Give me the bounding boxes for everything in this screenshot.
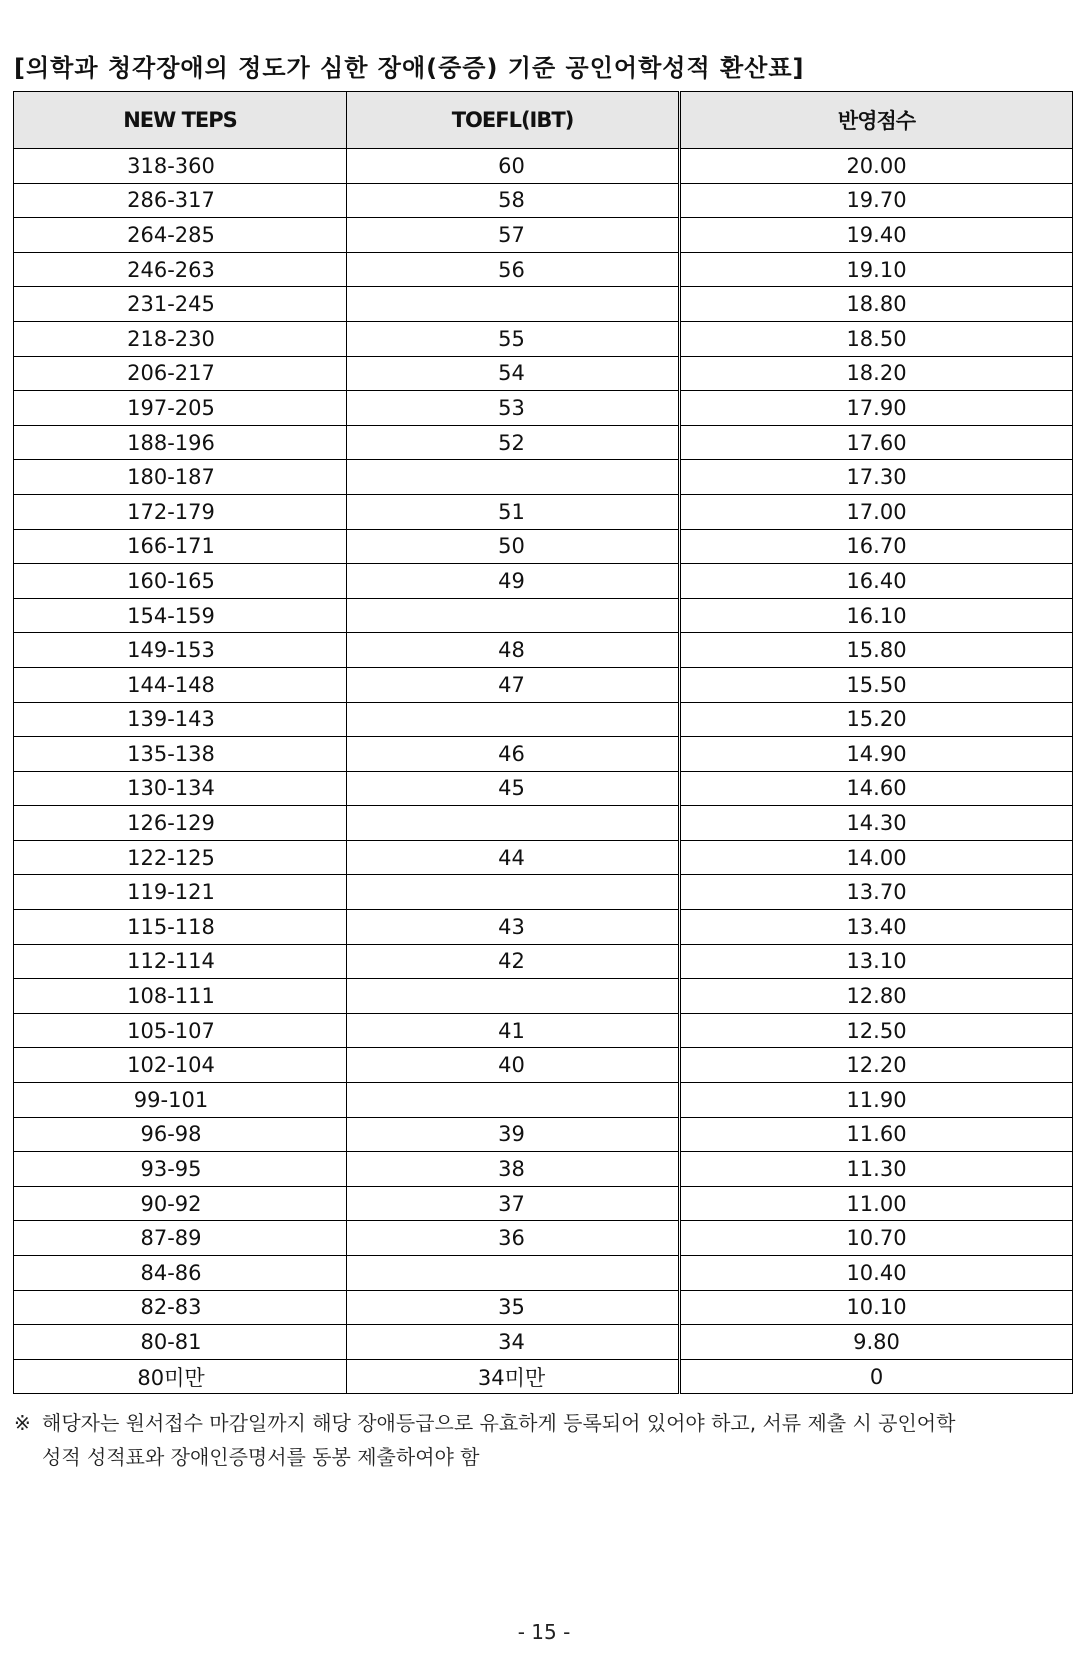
cell-score: 18.20 (680, 356, 1073, 391)
cell-score: 17.60 (680, 425, 1073, 460)
table-row (14, 183, 1073, 218)
table-row (14, 840, 1073, 875)
cell-score: 0 (680, 1359, 1073, 1394)
table-row (14, 633, 1073, 668)
cell-toefl-ibt: 34미만 (347, 1359, 680, 1394)
cell-toefl-ibt: 54 (347, 356, 680, 391)
cell-toefl-ibt: 55 (347, 321, 680, 356)
table-row (14, 806, 1073, 841)
table-row (14, 1152, 1073, 1187)
cell-toefl-ibt (347, 875, 680, 910)
table-row (14, 667, 1073, 702)
cell-toefl-ibt: 51 (347, 494, 680, 529)
cell-score: 12.50 (680, 1013, 1073, 1048)
table-row (14, 460, 1073, 495)
cell-new-teps: 115-118 (14, 910, 347, 945)
cell-new-teps: 139-143 (14, 702, 347, 737)
cell-new-teps: 144-148 (14, 667, 347, 702)
cell-toefl-ibt: 43 (347, 910, 680, 945)
cell-toefl-ibt (347, 1083, 680, 1118)
table-row (14, 564, 1073, 599)
cell-toefl-ibt: 36 (347, 1221, 680, 1256)
table-header-row (14, 92, 1073, 149)
cell-toefl-ibt: 34 (347, 1325, 680, 1360)
cell-score: 19.10 (680, 252, 1073, 287)
table-row (14, 321, 1073, 356)
table-row (14, 875, 1073, 910)
cell-new-teps: 264-285 (14, 218, 347, 253)
table-row (14, 529, 1073, 564)
table-row (14, 1083, 1073, 1118)
cell-new-teps: 188-196 (14, 425, 347, 460)
cell-new-teps: 172-179 (14, 494, 347, 529)
cell-score: 14.00 (680, 840, 1073, 875)
cell-score: 11.90 (680, 1083, 1073, 1118)
cell-score: 19.70 (680, 183, 1073, 218)
cell-new-teps: 197-205 (14, 391, 347, 426)
cell-toefl-ibt (347, 1256, 680, 1291)
cell-toefl-ibt: 60 (347, 149, 680, 184)
cell-toefl-ibt: 53 (347, 391, 680, 426)
page-number: - 15 - (517, 1620, 571, 1644)
table-row (14, 737, 1073, 772)
table-row (14, 1290, 1073, 1325)
cell-toefl-ibt: 42 (347, 944, 680, 979)
cell-score: 9.80 (680, 1325, 1073, 1360)
footnote-line-1 (14, 1406, 1076, 1440)
cell-score: 19.40 (680, 218, 1073, 253)
table-row (14, 1048, 1073, 1083)
header-score: 반영점수 (680, 92, 1073, 149)
cell-toefl-ibt: 35 (347, 1290, 680, 1325)
cell-toefl-ibt: 52 (347, 425, 680, 460)
cell-new-teps: 112-114 (14, 944, 347, 979)
table-row (14, 598, 1073, 633)
cell-toefl-ibt: 47 (347, 667, 680, 702)
cell-toefl-ibt: 46 (347, 737, 680, 772)
cell-toefl-ibt: 57 (347, 218, 680, 253)
cell-score: 17.90 (680, 391, 1073, 426)
cell-toefl-ibt (347, 460, 680, 495)
cell-new-teps: 286-317 (14, 183, 347, 218)
cell-new-teps: 206-217 (14, 356, 347, 391)
cell-new-teps: 160-165 (14, 564, 347, 599)
cell-new-teps: 166-171 (14, 529, 347, 564)
cell-new-teps: 93-95 (14, 1152, 347, 1187)
cell-score: 15.50 (680, 667, 1073, 702)
cell-new-teps: 84-86 (14, 1256, 347, 1291)
cell-toefl-ibt: 49 (347, 564, 680, 599)
cell-score: 20.00 (680, 149, 1073, 184)
table-row (14, 149, 1073, 184)
cell-score: 13.10 (680, 944, 1073, 979)
footnote-line-2: 성적 성적표와 장애인증명서를 동봉 제출하여야 함 (42, 1445, 480, 1469)
cell-score: 13.40 (680, 910, 1073, 945)
cell-score: 14.30 (680, 806, 1073, 841)
cell-score: 15.80 (680, 633, 1073, 668)
cell-new-teps: 80미만 (14, 1359, 347, 1394)
cell-toefl-ibt: 37 (347, 1186, 680, 1221)
cell-new-teps: 231-245 (14, 287, 347, 322)
cell-score: 15.20 (680, 702, 1073, 737)
cell-new-teps: 87-89 (14, 1221, 347, 1256)
cell-new-teps: 80-81 (14, 1325, 347, 1360)
cell-new-teps: 82-83 (14, 1290, 347, 1325)
table-row (14, 944, 1073, 979)
reference-mark: ※ (14, 1411, 31, 1435)
cell-score: 14.90 (680, 737, 1073, 772)
cell-score: 17.30 (680, 460, 1073, 495)
cell-score: 16.10 (680, 598, 1073, 633)
cell-new-teps: 119-121 (14, 875, 347, 910)
cell-toefl-ibt: 41 (347, 1013, 680, 1048)
table-row (14, 1325, 1073, 1360)
cell-score: 10.40 (680, 1256, 1073, 1291)
table-row (14, 425, 1073, 460)
cell-toefl-ibt: 58 (347, 183, 680, 218)
cell-new-teps: 126-129 (14, 806, 347, 841)
cell-new-teps: 218-230 (14, 321, 347, 356)
cell-new-teps: 130-134 (14, 771, 347, 806)
cell-new-teps: 105-107 (14, 1013, 347, 1048)
table-row (14, 771, 1073, 806)
table-row (14, 356, 1073, 391)
cell-new-teps: 154-159 (14, 598, 347, 633)
cell-toefl-ibt: 50 (347, 529, 680, 564)
cell-score: 10.10 (680, 1290, 1073, 1325)
cell-toefl-ibt: 45 (347, 771, 680, 806)
table-row (14, 391, 1073, 426)
cell-toefl-ibt (347, 598, 680, 633)
cell-new-teps: 122-125 (14, 840, 347, 875)
cell-score: 18.50 (680, 321, 1073, 356)
cell-score: 18.80 (680, 287, 1073, 322)
cell-new-teps: 108-111 (14, 979, 347, 1014)
table-row (14, 494, 1073, 529)
table-row (14, 910, 1073, 945)
cell-score: 11.00 (680, 1186, 1073, 1221)
table-row (14, 1256, 1073, 1291)
cell-toefl-ibt (347, 287, 680, 322)
cell-score: 11.30 (680, 1152, 1073, 1187)
table-row (14, 1117, 1073, 1152)
cell-score: 10.70 (680, 1221, 1073, 1256)
table-row (14, 1359, 1073, 1394)
header-new-teps: NEW TEPS (14, 92, 347, 149)
cell-score: 14.60 (680, 771, 1073, 806)
cell-toefl-ibt (347, 979, 680, 1014)
cell-toefl-ibt: 48 (347, 633, 680, 668)
cell-score: 13.70 (680, 875, 1073, 910)
table-row (14, 218, 1073, 253)
cell-toefl-ibt: 56 (347, 252, 680, 287)
cell-score: 11.60 (680, 1117, 1073, 1152)
footnote (14, 1406, 1076, 1474)
table-row (14, 1221, 1073, 1256)
cell-new-teps: 90-92 (14, 1186, 347, 1221)
cell-toefl-ibt (347, 702, 680, 737)
cell-new-teps: 99-101 (14, 1083, 347, 1118)
cell-score: 17.00 (680, 494, 1073, 529)
table-row (14, 252, 1073, 287)
score-conversion-table (13, 91, 1073, 1394)
cell-toefl-ibt: 44 (347, 840, 680, 875)
cell-new-teps: 96-98 (14, 1117, 347, 1152)
cell-score: 12.80 (680, 979, 1073, 1014)
cell-new-teps: 180-187 (14, 460, 347, 495)
table-body (14, 149, 1073, 1394)
table-row (14, 1186, 1073, 1221)
table-row (14, 1013, 1073, 1048)
cell-new-teps: 135-138 (14, 737, 347, 772)
table-row (14, 979, 1073, 1014)
cell-score: 16.70 (680, 529, 1073, 564)
cell-new-teps: 102-104 (14, 1048, 347, 1083)
table-row (14, 702, 1073, 737)
cell-score: 12.20 (680, 1048, 1073, 1083)
cell-new-teps: 318-360 (14, 149, 347, 184)
table-row (14, 287, 1073, 322)
cell-score: 16.40 (680, 564, 1073, 599)
document-title: [의학과 청각장애의 정도가 심한 장애(중증) 기준 공인어학성적 환산표] (14, 54, 805, 82)
cell-toefl-ibt: 40 (347, 1048, 680, 1083)
cell-new-teps: 246-263 (14, 252, 347, 287)
cell-toefl-ibt: 38 (347, 1152, 680, 1187)
cell-toefl-ibt (347, 806, 680, 841)
footnote-text-1: 해당자는 원서접수 마감일까지 해당 장애등급으로 유효하게 등록되어 있어야 하고, 서류 제출 시 공인어학 (42, 1411, 956, 1435)
cell-new-teps: 149-153 (14, 633, 347, 668)
header-toefl-ibt: TOEFL(IBT) (347, 92, 680, 149)
cell-toefl-ibt: 39 (347, 1117, 680, 1152)
